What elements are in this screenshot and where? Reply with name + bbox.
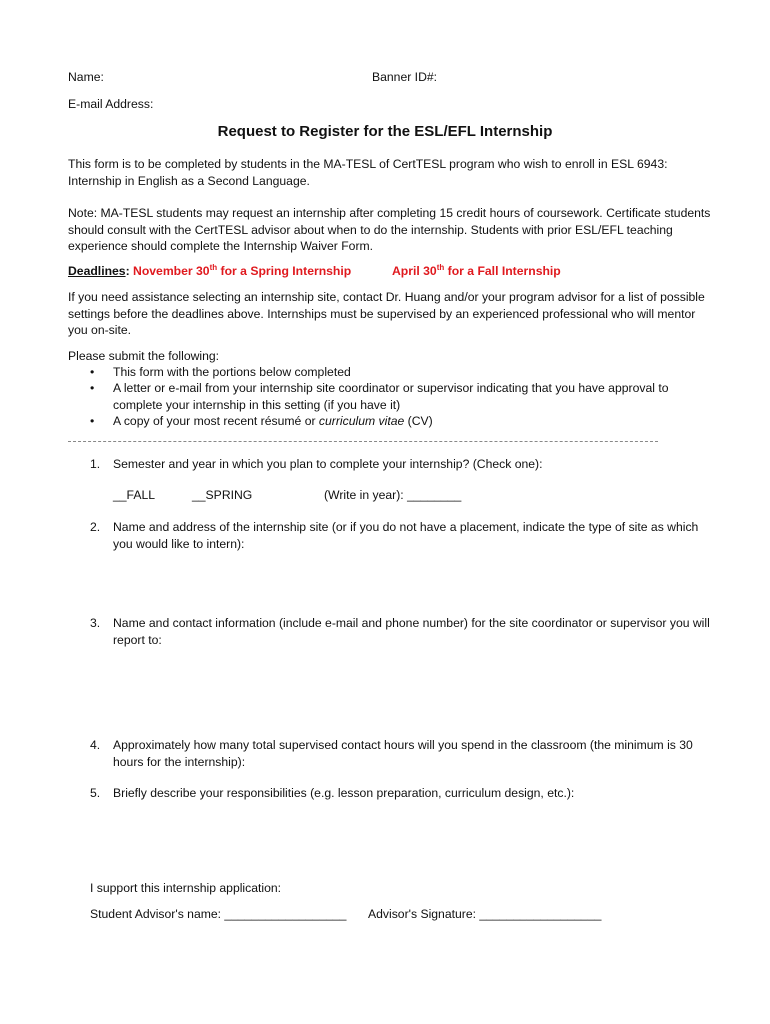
bullet-marker: • xyxy=(90,381,95,395)
option-fall[interactable]: __FALL xyxy=(113,488,156,502)
bullet-item: A letter or e-mail from your internship site coordinator or supervisor indicating that you have approval to complete your internship in this setting (if you have it) xyxy=(113,381,669,412)
question-text: Name and contact information (include e-mail and phone number) for the site coordinator or supervisor you will report to: xyxy=(113,616,710,647)
question-text: Briefly describe your responsibilities (e.g. lesson preparation, curriculum design, etc.): xyxy=(113,786,575,800)
name-label: Name: xyxy=(68,70,104,84)
year-field[interactable]: (Write in year): ________ xyxy=(324,488,462,502)
question-text: Name and address of the internship site (or if you do not have a placement, indicate the type of site as which you would like to intern): xyxy=(113,520,699,551)
question-number: 1. xyxy=(90,457,101,471)
deadlines-line xyxy=(68,263,351,280)
bullet-marker: • xyxy=(90,414,95,428)
question-number: 3. xyxy=(90,616,101,630)
banner-id-label: Banner ID#: xyxy=(372,70,438,84)
email-label: E-mail Address: xyxy=(68,97,154,111)
intro-paragraph: This form is to be completed by students in the MA-TESL of CertTESL program who wish to enroll in ESL 6943: Internship in English as a Second Language. xyxy=(68,157,668,188)
spring-deadline: November 30th for a Spring Internship xyxy=(133,263,352,278)
advisor-signature-field[interactable]: Advisor's Signature: __________________ xyxy=(368,907,602,921)
note-paragraph: Note: MA-TESL students may request an internship after completing 15 credit hours of coursework. Certificate students should consult with the CertTESL advisor about when to do the internship. Students with prior ESL/EFL teaching experience should complete the Internship Waiver Form. xyxy=(68,206,711,253)
assistance-paragraph: If you need assistance selecting an internship site, contact Dr. Huang and/or your program advisor for a list of possible settings before the deadlines above. Internships must be supervised by an experienced professional who will mentor you on-site. xyxy=(68,290,705,337)
bullet-marker: • xyxy=(90,365,95,379)
option-spring[interactable]: __SPRING xyxy=(192,488,253,502)
page-title: Request to Register for the ESL/EFL Internship xyxy=(217,123,553,140)
question-text: Approximately how many total supervised contact hours will you spend in the classroom (the minimum is 30 hours for the internship): xyxy=(113,738,693,769)
question-number: 4. xyxy=(90,738,101,752)
support-statement: I support this internship application: xyxy=(90,881,282,895)
bullet-item-cv: A copy of your most recent résumé or curriculum vitae (CV) xyxy=(113,414,433,428)
question-number: 2. xyxy=(90,520,101,534)
deadlines-colon: : xyxy=(125,264,130,278)
divider-line xyxy=(68,441,658,442)
bullet-item: This form with the portions below completed xyxy=(113,365,351,379)
submit-heading: Please submit the following: xyxy=(68,349,220,363)
deadlines-label: Deadlines xyxy=(68,264,126,278)
question-text: Semester and year in which you plan to complete your internship? (Check one): xyxy=(113,457,543,471)
advisor-name-field[interactable]: Student Advisor's name: __________________ xyxy=(90,907,347,921)
fall-deadline: April 30th for a Fall Internship xyxy=(392,263,561,278)
question-number: 5. xyxy=(90,786,101,800)
